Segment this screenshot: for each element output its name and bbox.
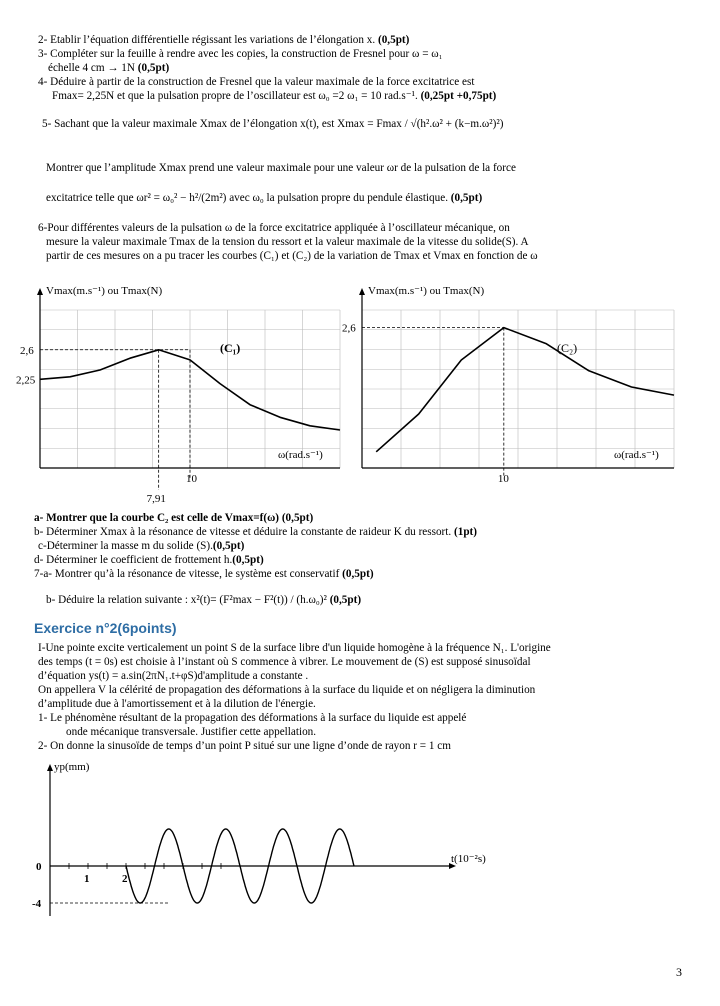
question-3: 3- Compléter sur la feuille à rendre avec les copies, la construction de Fresnel pour ω = ω₁ <box>38 48 443 60</box>
question-4-values: Fmax= 2,25N et que la pulsation propre de l’oscillateur est ω₀ =2 ω₁ = 10 rad.s⁻¹. (0,25pt +0,75pt) <box>52 90 497 102</box>
question-5-line2: Montrer que l’amplitude Xmax prend une valeur maximale pour une valeur ωr de la pulsation de la force <box>46 162 516 174</box>
x-tick-10: 10 <box>186 473 197 485</box>
t-tick-1: 1 <box>84 873 90 885</box>
xmax-formula: Xmax = Fmax / √(h².ω² + (k−m.ω²)²) <box>337 118 504 130</box>
y-tick-minus-4: -4 <box>32 898 42 910</box>
question-7b: b- Déduire la relation suivante : x²(t)= (F²max − F²(t)) / (h.ω₀)² (0,5pt) <box>46 594 362 606</box>
question-c: c-Déterminer la masse m du solide (S).(0,5pt) <box>38 540 245 552</box>
y-axis-label: Vmax(m.s⁻¹) ou Tmax(N) <box>368 285 485 297</box>
question-2: 2- Etablir l’équation différentielle régissant les variations de l’élongation x. (0,5pt) <box>38 34 410 46</box>
x-axis-label: ω(rad.s⁻¹) <box>278 449 323 461</box>
t-axis-label: t(10⁻²s) <box>451 853 486 865</box>
x-tick-10: 10 <box>497 473 509 485</box>
axis-arrow <box>37 288 43 295</box>
question-b: b- Déterminer Xmax à la résonance de vitesse et déduire la constante de raideur K du ressort. (1pt) <box>34 526 477 538</box>
ex2-l8: 2- On donne la sinusoïde de temps d’un point P situé sur une ligne d’onde de rayon r = 1 cm <box>38 740 451 752</box>
t-tick-2: 2 <box>122 873 128 885</box>
y-tick-2-25: 2,25 <box>16 374 36 387</box>
ex2-l1: I-Une pointe excite verticalement un point S de la surface libre d'un liquide homogène à la fréquence N₁. L'origine <box>38 642 551 654</box>
question-3-scale: échelle 4 cm → 1N (0,5pt) <box>48 62 170 74</box>
ex2-l3: d’équation ys(t) = a.sin(2πN₁.t+φS)d'amplitude a constante . <box>38 670 309 682</box>
question-5-line3: excitatrice telle que ωr² = ω₀² − h²/(2m²) avec ω₀ la pulsation propre du pendule élastique. (0,5pt) <box>46 192 483 204</box>
y-axis-label: Vmax(m.s⁻¹) ou Tmax(N) <box>46 285 163 297</box>
page-number: 3 <box>676 965 682 979</box>
curve-c2 <box>376 328 674 452</box>
chart-c1 <box>16 282 350 514</box>
axis-arrow <box>47 764 53 771</box>
question-d: d- Déterminer le coefficient de frottement h.(0,5pt) <box>34 554 264 566</box>
question-6-l1: 6-Pour différentes valeurs de la pulsation ω de la force excitatrice appliquée à l’oscillateur mécanique, on <box>38 222 510 234</box>
chart-c2 <box>340 282 685 514</box>
chart-sinusoid <box>24 756 494 916</box>
exercise-2-title: Exercice n°2(6points) <box>34 620 177 636</box>
question-6-l3: partir de ces mesures on a pu tracer les courbes (C₁) et (C₂) de la variation de Tmax et Vmax en fonction de ω <box>46 250 538 262</box>
x-axis-label: ω(rad.s⁻¹) <box>614 449 659 461</box>
x2-formula: (F²max − F²(t)) / (h.ω₀)² <box>219 594 327 606</box>
question-6-l2: mesure la valeur maximale Tmax de la tension du ressort et la valeur maximale de la vitesse du solide(S). A <box>46 236 529 248</box>
question-4: 4- Déduire à partir de la construction de Fresnel que la valeur maximale de la force excitatrice est <box>38 76 475 88</box>
axis-arrow <box>359 288 365 295</box>
ex2-l6: 1- Le phénomène résultant de la propagation des déformations à la surface du liquide est appelé <box>38 712 467 724</box>
ex2-l7: onde mécanique transversale. Justifier cette appellation. <box>66 726 317 738</box>
question-a: a- Montrer que la courbe C₂ est celle de Vmax=f(ω) (0,5pt) <box>34 512 314 524</box>
curve-label: (C₂) <box>557 341 578 355</box>
ex2-l2: des temps (t = 0s) est choisie à l’instant où S commence à vibrer. Le mouvement de (S) est supposé sinusoïdal <box>38 656 531 668</box>
curve-label: (C₁) <box>220 341 241 355</box>
y-tick-0: 0 <box>36 861 42 873</box>
y-axis-label: yp(mm) <box>54 761 90 773</box>
ex2-l5: d’amplitude due à l'amortissement et à la dilution de l'énergie. <box>38 698 316 710</box>
question-7a: 7-a- Montrer qu’à la résonance de vitesse, le système est conservatif (0,5pt) <box>34 568 374 580</box>
y-tick-2-6: 2,6 <box>342 322 356 335</box>
x-tick-7-91: 7,91 <box>146 493 166 505</box>
y-tick-2-6: 2,6 <box>20 344 34 357</box>
question-5: 5- Sachant que la valeur maximale Xmax de l’élongation x(t), est Xmax = Fmax / √(h².ω² + (k−m.ω²)²) <box>42 118 504 130</box>
ex2-l4: On appellera V la célérité de propagation des déformations à la surface du liquide et on négligera la diminution <box>38 684 536 696</box>
